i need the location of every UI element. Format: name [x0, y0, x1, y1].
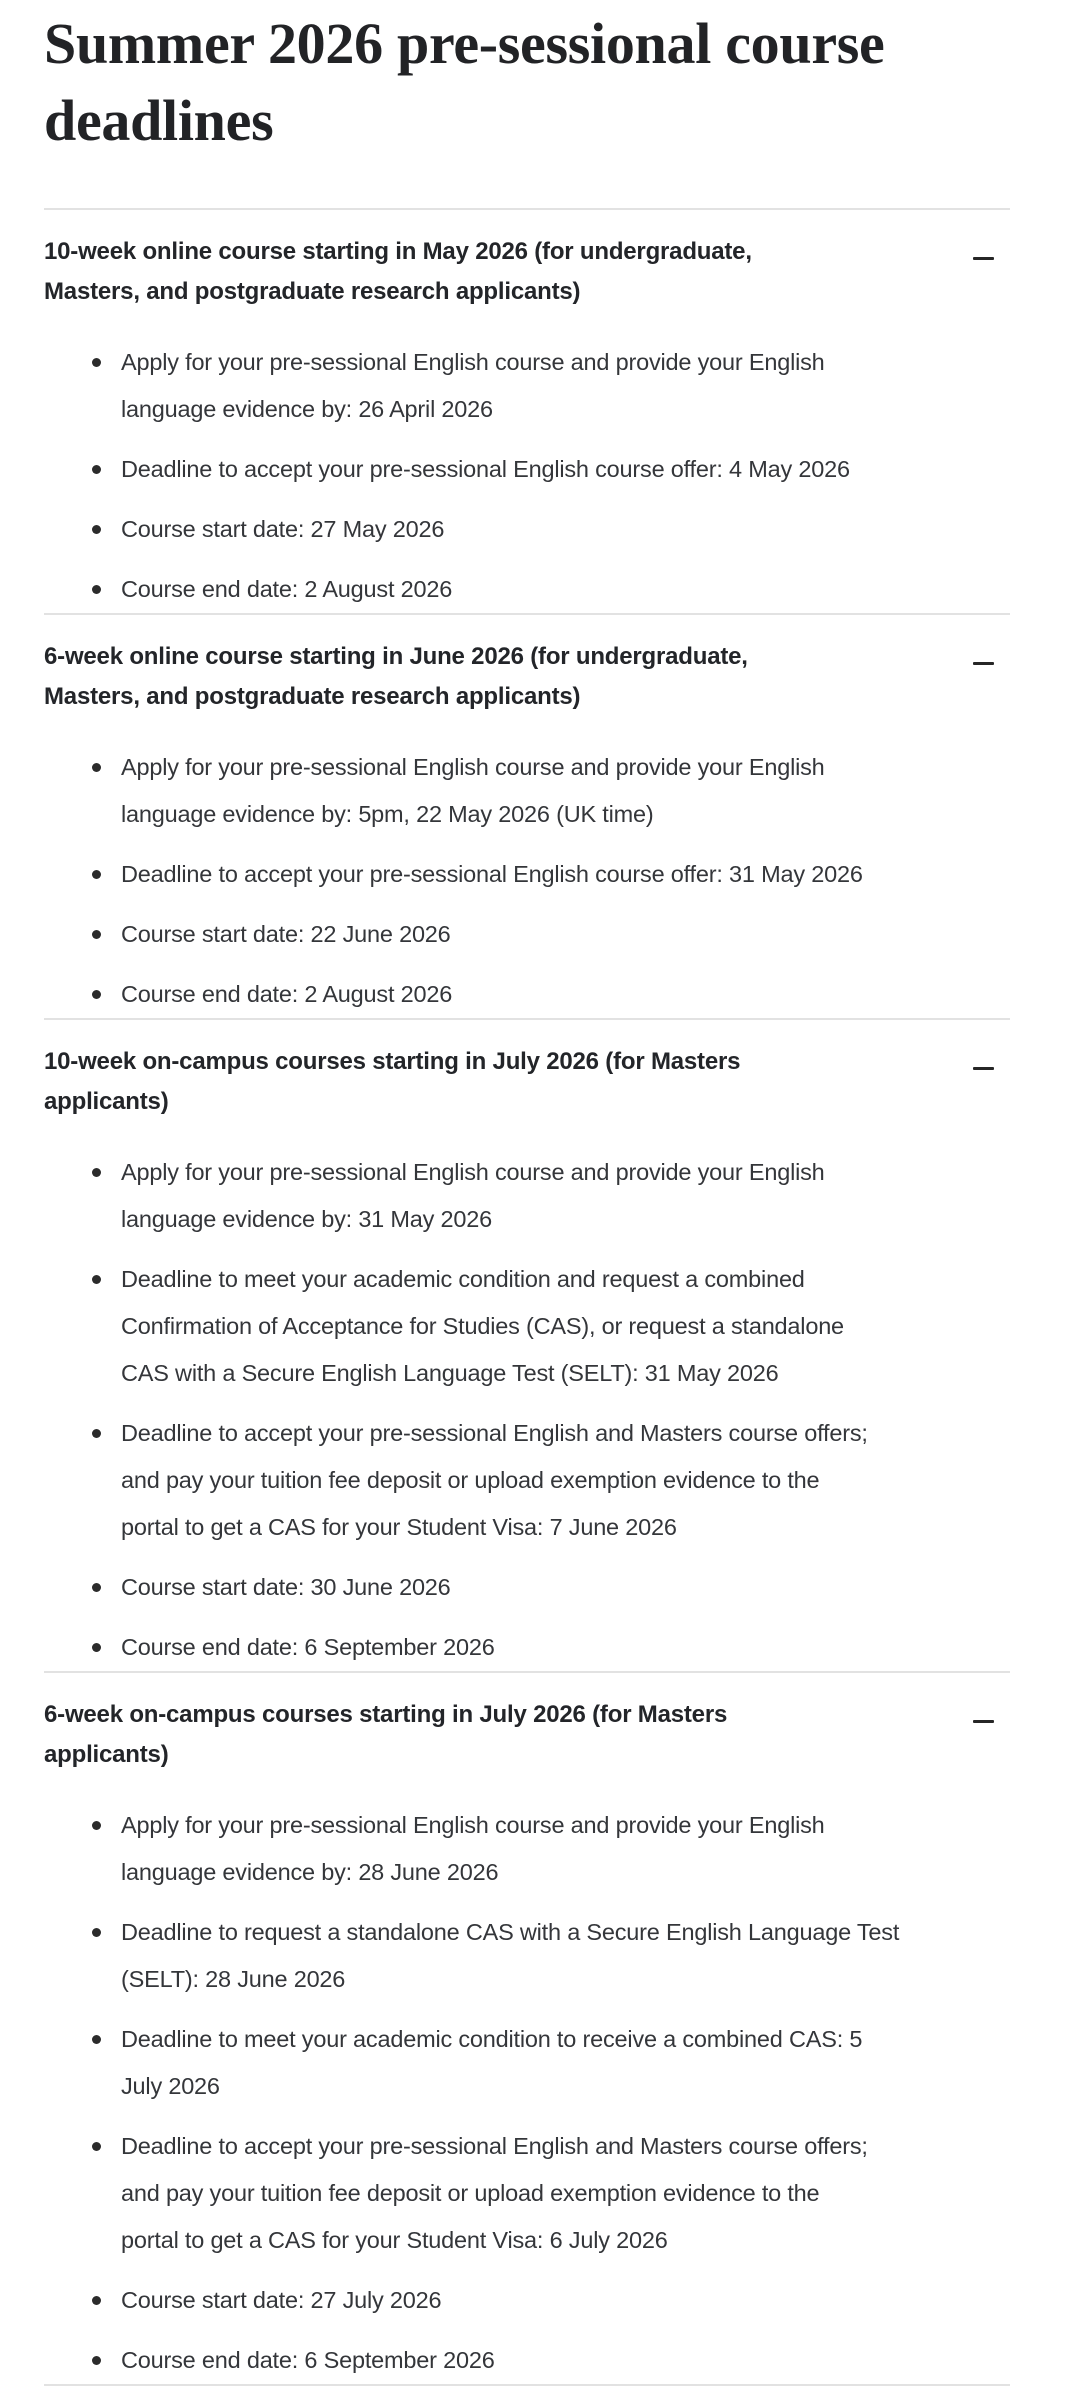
list-item	[44, 2277, 1010, 2324]
accordion-section	[44, 614, 1010, 1020]
collapse-toggle-button[interactable]	[973, 654, 995, 676]
bullet-icon	[92, 870, 101, 879]
section-heading-line: applicants)	[44, 1741, 169, 1768]
minus-icon	[973, 1720, 994, 1723]
list-item-text: Apply for your pre-sessional English course and provide your English	[121, 1159, 825, 1185]
bullet-icon	[92, 1168, 101, 1177]
list-item-text: portal to get a CAS for your Student Visa: 7 June 2026	[121, 1514, 677, 1540]
list-item-text: language evidence by: 5pm, 22 May 2026 (UK time)	[121, 801, 654, 827]
list-item-text: Course start date: 22 June 2026	[121, 921, 451, 947]
bullet-icon	[92, 465, 101, 474]
bullet-icon	[92, 1583, 101, 1592]
list-item-text: Apply for your pre-sessional English course and provide your English	[121, 1812, 825, 1838]
deadline-list	[44, 339, 1010, 613]
accordion-section	[44, 1019, 1010, 1673]
list-item-text: portal to get a CAS for your Student Visa: 6 July 2026	[121, 2227, 668, 2253]
section-heading[interactable]	[44, 1042, 944, 1122]
list-item	[44, 506, 1010, 553]
section-heading-line: 10-week on-campus courses starting in July 2026 (for Masters	[44, 1048, 741, 1075]
list-item	[44, 1909, 1010, 2003]
list-item-text: (SELT): 28 June 2026	[121, 1966, 346, 1992]
list-item-text: Deadline to meet your academic condition and request a combined	[121, 1266, 805, 1292]
list-item-text: Course end date: 2 August 2026	[121, 981, 453, 1007]
minus-icon	[973, 1067, 994, 1070]
section-heading-line: 10-week online course starting in May 2026 (for undergraduate,	[44, 238, 752, 265]
list-item	[44, 971, 1010, 1018]
list-item-text: and pay your tuition fee deposit or upload exemption evidence to the	[121, 2180, 820, 2206]
minus-icon	[973, 257, 994, 260]
collapse-toggle-button[interactable]	[973, 249, 995, 271]
bullet-icon	[92, 1928, 101, 1937]
bullet-icon	[92, 2142, 101, 2151]
list-item	[44, 1624, 1010, 1671]
accordion-header[interactable]	[44, 1042, 1010, 1122]
accordion	[44, 209, 1010, 2386]
list-item-text: Course end date: 6 September 2026	[121, 1634, 495, 1660]
section-heading-line: 6-week on-campus courses starting in July 2026 (for Masters	[44, 1701, 728, 1728]
list-item-text: Deadline to accept your pre-sessional English course offer: 4 May 2026	[121, 456, 850, 482]
list-item-text: Course start date: 27 May 2026	[121, 516, 445, 542]
list-item-text: Deadline to accept your pre-sessional English and Masters course offers;	[121, 2133, 868, 2159]
bullet-icon	[92, 1643, 101, 1652]
section-heading-line: Masters, and postgraduate research applicants)	[44, 278, 581, 305]
bullet-icon	[92, 763, 101, 772]
page-title	[44, 5, 1010, 159]
list-item-text: Course start date: 27 July 2026	[121, 2287, 442, 2313]
list-item	[44, 1256, 1010, 1397]
deadline-list	[44, 1149, 1010, 1671]
section-heading[interactable]	[44, 637, 944, 717]
bullet-icon	[92, 358, 101, 367]
list-item-text: Deadline to accept your pre-sessional English and Masters course offers;	[121, 1420, 868, 1446]
deadline-list	[44, 1802, 1010, 2384]
bullet-icon	[92, 585, 101, 594]
list-item	[44, 2123, 1010, 2264]
list-item-text: Course start date: 30 June 2026	[121, 1574, 451, 1600]
list-item-text: language evidence by: 28 June 2026	[121, 1859, 499, 1885]
list-item	[44, 446, 1010, 493]
accordion-header[interactable]	[44, 232, 1010, 312]
bullet-icon	[92, 1275, 101, 1284]
accordion-header[interactable]	[44, 1695, 1010, 1775]
collapse-toggle-button[interactable]	[973, 1059, 995, 1081]
section-heading[interactable]	[44, 1695, 944, 1775]
deadline-list	[44, 744, 1010, 1018]
list-item-text: Apply for your pre-sessional English course and provide your English	[121, 754, 825, 780]
accordion-section	[44, 209, 1010, 615]
list-item-text: Apply for your pre-sessional English course and provide your English	[121, 349, 825, 375]
accordion-section	[44, 1672, 1010, 2386]
section-heading[interactable]	[44, 232, 944, 312]
list-item-text: language evidence by: 26 April 2026	[121, 396, 493, 422]
list-item	[44, 851, 1010, 898]
list-item	[44, 339, 1010, 433]
list-item	[44, 1564, 1010, 1611]
list-item-text: and pay your tuition fee deposit or upload exemption evidence to the	[121, 1467, 820, 1493]
list-item-text: Course end date: 6 September 2026	[121, 2347, 495, 2373]
list-item-text: CAS with a Secure English Language Test (SELT): 31 May 2026	[121, 1360, 779, 1386]
list-item	[44, 2337, 1010, 2384]
page-content	[44, 0, 1010, 2373]
list-item-text: Confirmation of Acceptance for Studies (CAS), or request a standalone	[121, 1313, 844, 1339]
list-item	[44, 566, 1010, 613]
list-item-text: Course end date: 2 August 2026	[121, 576, 453, 602]
list-item	[44, 744, 1010, 838]
page-title-line: deadlines	[44, 88, 274, 153]
bullet-icon	[92, 2296, 101, 2305]
bullet-icon	[92, 2035, 101, 2044]
list-item	[44, 911, 1010, 958]
list-item-text: Deadline to accept your pre-sessional English course offer: 31 May 2026	[121, 861, 863, 887]
bullet-icon	[92, 1821, 101, 1830]
list-item	[44, 1149, 1010, 1243]
list-item-text: language evidence by: 31 May 2026	[121, 1206, 492, 1232]
list-item	[44, 2016, 1010, 2110]
collapse-toggle-button[interactable]	[973, 1712, 995, 1734]
page-title-line: Summer 2026 pre-sessional course	[44, 11, 885, 76]
bullet-icon	[92, 930, 101, 939]
section-heading-line: Masters, and postgraduate research applicants)	[44, 683, 581, 710]
bullet-icon	[92, 525, 101, 534]
accordion-header[interactable]	[44, 637, 1010, 717]
section-heading-line: applicants)	[44, 1088, 169, 1115]
bullet-icon	[92, 2356, 101, 2365]
section-heading-line: 6-week online course starting in June 2026 (for undergraduate,	[44, 643, 748, 670]
list-item-text: July 2026	[121, 2073, 220, 2099]
list-item-text: Deadline to meet your academic condition to receive a combined CAS: 5	[121, 2026, 863, 2052]
bullet-icon	[92, 1429, 101, 1438]
bullet-icon	[92, 990, 101, 999]
list-item	[44, 1410, 1010, 1551]
list-item-text: Deadline to request a standalone CAS with a Secure English Language Test	[121, 1919, 900, 1945]
minus-icon	[973, 662, 994, 665]
list-item	[44, 1802, 1010, 1896]
